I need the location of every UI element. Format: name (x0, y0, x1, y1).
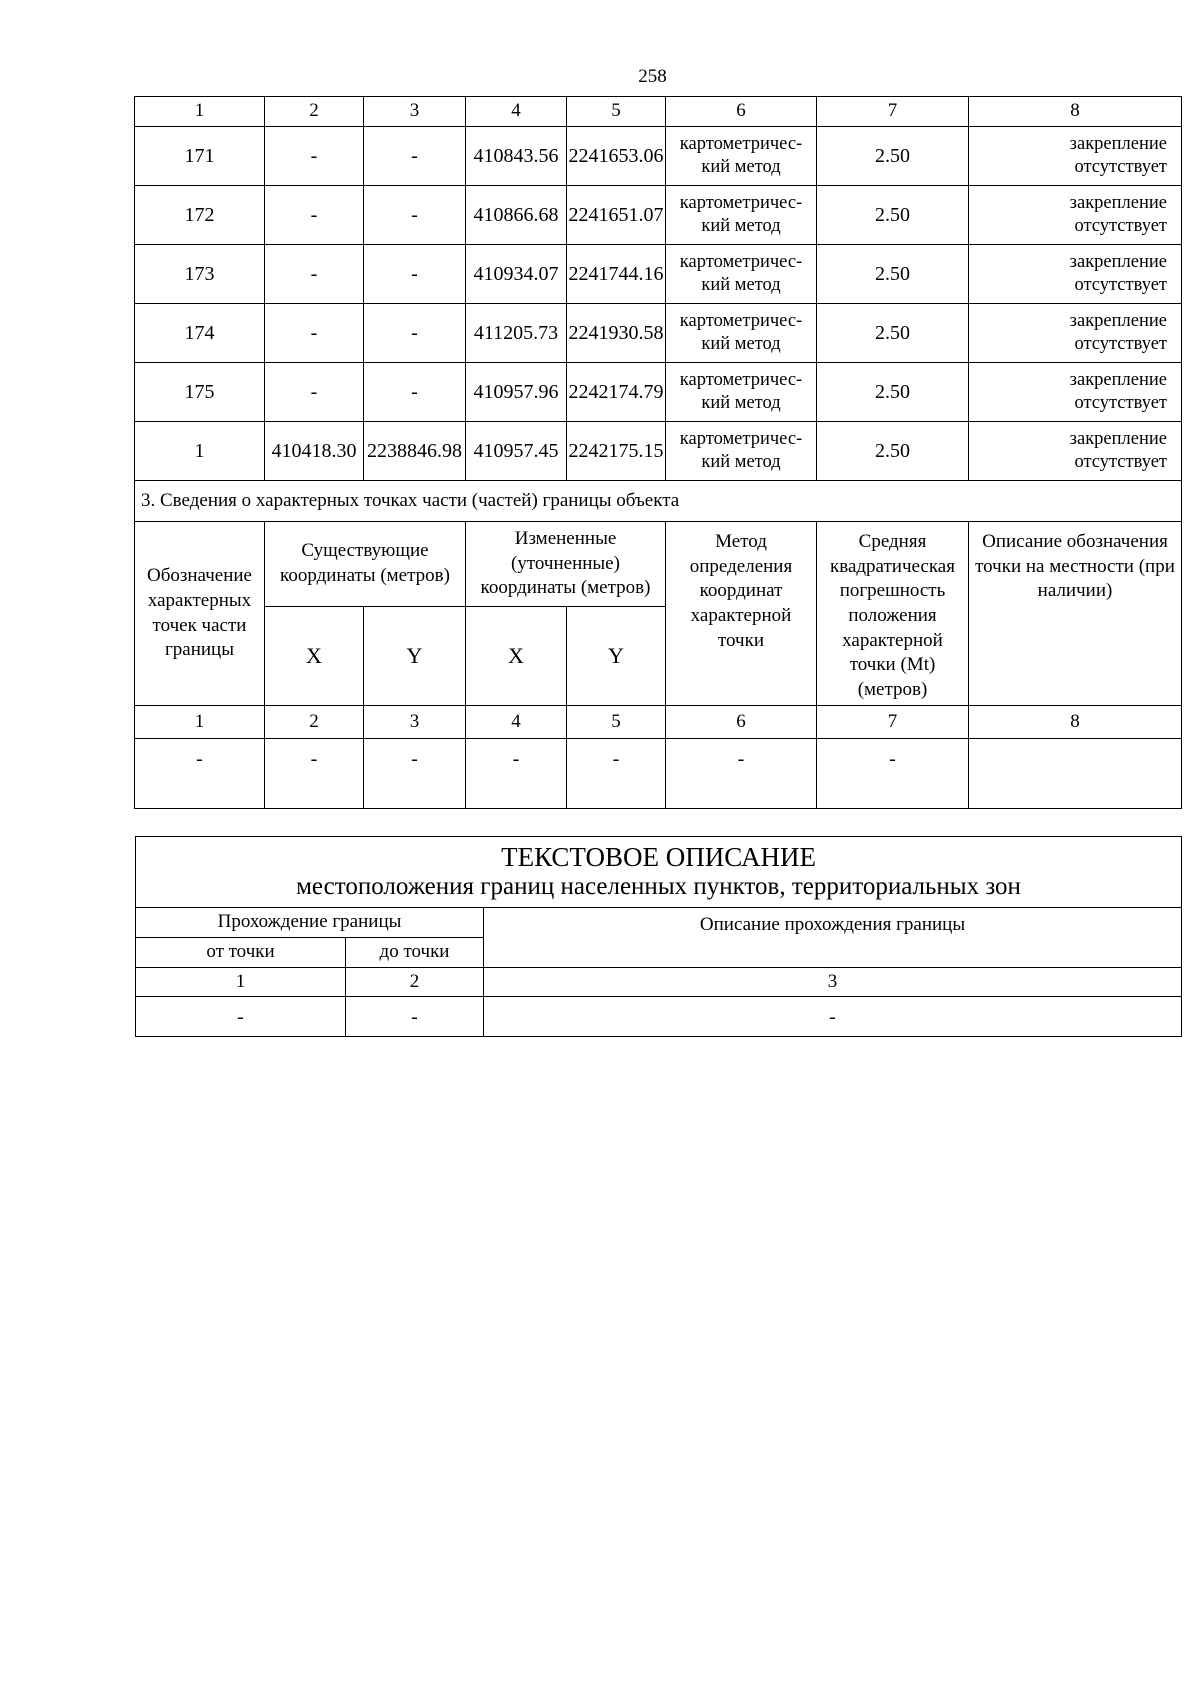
method-line: картометричес- (679, 192, 803, 213)
text-description-subtitle: местоположения границ населенных пунктов, территориальных зон (296, 873, 1021, 901)
point-marking-line: отсутствует (1074, 452, 1167, 472)
section-3-title-row (135, 481, 1182, 522)
column-number: 1 (135, 706, 265, 739)
changed-y: 2242175.15 (567, 422, 666, 481)
column-number: 3 (364, 706, 466, 739)
table-cell: - (466, 739, 567, 809)
column-number: 5 (567, 706, 666, 739)
method (666, 245, 817, 304)
point-marking (969, 422, 1182, 481)
method-line: картометричес- (679, 428, 803, 449)
header-method: Метод определения координат характерной точки (666, 522, 817, 706)
mean-error: 2.50 (817, 186, 969, 245)
table-row (135, 363, 1182, 422)
method-line: картометричес- (679, 369, 803, 390)
column-number: 1 (136, 968, 346, 997)
point-marking-line: отсутствует (1074, 157, 1167, 177)
mean-error: 2.50 (817, 245, 969, 304)
to-point-header: до точки (346, 938, 484, 968)
text-description-title-cell (136, 837, 1182, 908)
from-point-header: от точки (136, 938, 346, 968)
point-marking-line: отсутствует (1074, 334, 1167, 354)
changed-y: 2241930.58 (567, 304, 666, 363)
changed-x: 410934.07 (466, 245, 567, 304)
passage-header-row (136, 908, 1182, 938)
method-line: кий метод (701, 275, 781, 295)
text-description-title-row (136, 837, 1182, 908)
method-line: кий метод (701, 157, 781, 177)
column-number: 3 (484, 968, 1182, 997)
point-number: 175 (135, 363, 265, 422)
column-number: 5 (567, 97, 666, 127)
header-existing-x: X (265, 607, 364, 706)
section-3-title: 3. Сведения о характерных точках части (частей) границы объекта (135, 481, 1182, 522)
changed-x: 410957.96 (466, 363, 567, 422)
header-description: Описание обозначения точки на местности (при наличии) (969, 522, 1182, 706)
table-cell: - (364, 739, 466, 809)
existing-x: - (265, 186, 364, 245)
method (666, 422, 817, 481)
text-description-empty-row (136, 997, 1182, 1037)
point-number: 173 (135, 245, 265, 304)
point-marking-line: закрепление (1069, 133, 1167, 154)
column-numbers-row (135, 97, 1182, 127)
existing-y: 2238846.98 (364, 422, 466, 481)
point-marking-line: закрепление (1069, 428, 1167, 449)
point-marking-line: отсутствует (1074, 216, 1167, 236)
mean-error: 2.50 (817, 363, 969, 422)
table-row (135, 304, 1182, 363)
existing-x: - (265, 127, 364, 186)
point-marking (969, 245, 1182, 304)
changed-x: 411205.73 (466, 304, 567, 363)
point-marking (969, 186, 1182, 245)
existing-x: - (265, 363, 364, 422)
method-line: кий метод (701, 393, 781, 413)
changed-x: 410866.68 (466, 186, 567, 245)
header-changed-x: X (466, 607, 567, 706)
column-number: 2 (265, 706, 364, 739)
point-marking-line: закрепление (1069, 251, 1167, 272)
table-cell: - (484, 997, 1182, 1037)
table-row (135, 422, 1182, 481)
changed-x: 410957.45 (466, 422, 567, 481)
column-number: 3 (364, 97, 466, 127)
method-line: кий метод (701, 216, 781, 236)
changed-y: 2241744.16 (567, 245, 666, 304)
method-line: кий метод (701, 334, 781, 354)
table-cell: - (265, 739, 364, 809)
column-number: 8 (969, 97, 1182, 127)
section-3-column-numbers-row (135, 706, 1182, 739)
point-marking-line: закрепление (1069, 192, 1167, 213)
table-cell: - (666, 739, 817, 809)
existing-y: - (364, 127, 466, 186)
header-existing-coordinates: Существующие координаты (метров) (265, 522, 466, 607)
changed-y: 2241653.06 (567, 127, 666, 186)
section-3-empty-row (135, 739, 1182, 809)
passage-header: Прохождение границы (136, 908, 484, 938)
table-cell: - (135, 739, 265, 809)
text-description-column-numbers-row (136, 968, 1182, 997)
existing-x: 410418.30 (265, 422, 364, 481)
point-number: 172 (135, 186, 265, 245)
point-number: 1 (135, 422, 265, 481)
table-row (135, 186, 1182, 245)
section-3-header-row (135, 522, 1182, 607)
point-marking (969, 304, 1182, 363)
point-marking-line: закрепление (1069, 310, 1167, 331)
column-number: 2 (346, 968, 484, 997)
table-row (135, 127, 1182, 186)
column-number: 8 (969, 706, 1182, 739)
point-marking-line: закрепление (1069, 369, 1167, 390)
point-marking (969, 363, 1182, 422)
method (666, 363, 817, 422)
table-cell: - (346, 997, 484, 1037)
text-description-title: ТЕКСТОВОЕ ОПИСАНИЕ (501, 842, 816, 873)
existing-x: - (265, 245, 364, 304)
header-existing-y: Y (364, 607, 466, 706)
point-marking-line: отсутствует (1074, 275, 1167, 295)
existing-y: - (364, 186, 466, 245)
page-number: 258 (638, 66, 667, 87)
existing-x: - (265, 304, 364, 363)
header-error: Средняя квадратическая погрешность положения характерной точки (Mt) (метров) (817, 522, 969, 706)
point-number: 171 (135, 127, 265, 186)
method-line: картометричес- (679, 310, 803, 331)
mean-error: 2.50 (817, 304, 969, 363)
existing-y: - (364, 363, 466, 422)
text-description-table (135, 836, 1182, 1037)
changed-y: 2241651.07 (567, 186, 666, 245)
changed-y: 2242174.79 (567, 363, 666, 422)
table-cell: - (567, 739, 666, 809)
method-line: картометричес- (679, 133, 803, 154)
existing-y: - (364, 304, 466, 363)
existing-y: - (364, 245, 466, 304)
mean-error: 2.50 (817, 127, 969, 186)
point-number: 174 (135, 304, 265, 363)
mean-error: 2.50 (817, 422, 969, 481)
column-number: 7 (817, 97, 969, 127)
description-header: Описание прохождения границы (484, 908, 1182, 968)
column-number: 6 (666, 97, 817, 127)
column-number: 7 (817, 706, 969, 739)
method (666, 186, 817, 245)
changed-x: 410843.56 (466, 127, 567, 186)
column-number: 4 (466, 706, 567, 739)
column-number: 4 (466, 97, 567, 127)
method-line: картометричес- (679, 251, 803, 272)
coordinates-table (134, 96, 1182, 809)
column-number: 2 (265, 97, 364, 127)
method (666, 127, 817, 186)
table-cell: - (136, 997, 346, 1037)
table-row (135, 245, 1182, 304)
column-number: 1 (135, 97, 265, 127)
column-number: 6 (666, 706, 817, 739)
method (666, 304, 817, 363)
header-changed-y: Y (567, 607, 666, 706)
method-line: кий метод (701, 452, 781, 472)
header-changed-coordinates: Измененные (уточненные) координаты (метров) (466, 522, 666, 607)
point-marking (969, 127, 1182, 186)
point-marking-line: отсутствует (1074, 393, 1167, 413)
header-designation: Обозначение характерных точек части границы (135, 522, 265, 706)
table-cell: - (817, 739, 969, 809)
table-cell (969, 739, 1182, 809)
